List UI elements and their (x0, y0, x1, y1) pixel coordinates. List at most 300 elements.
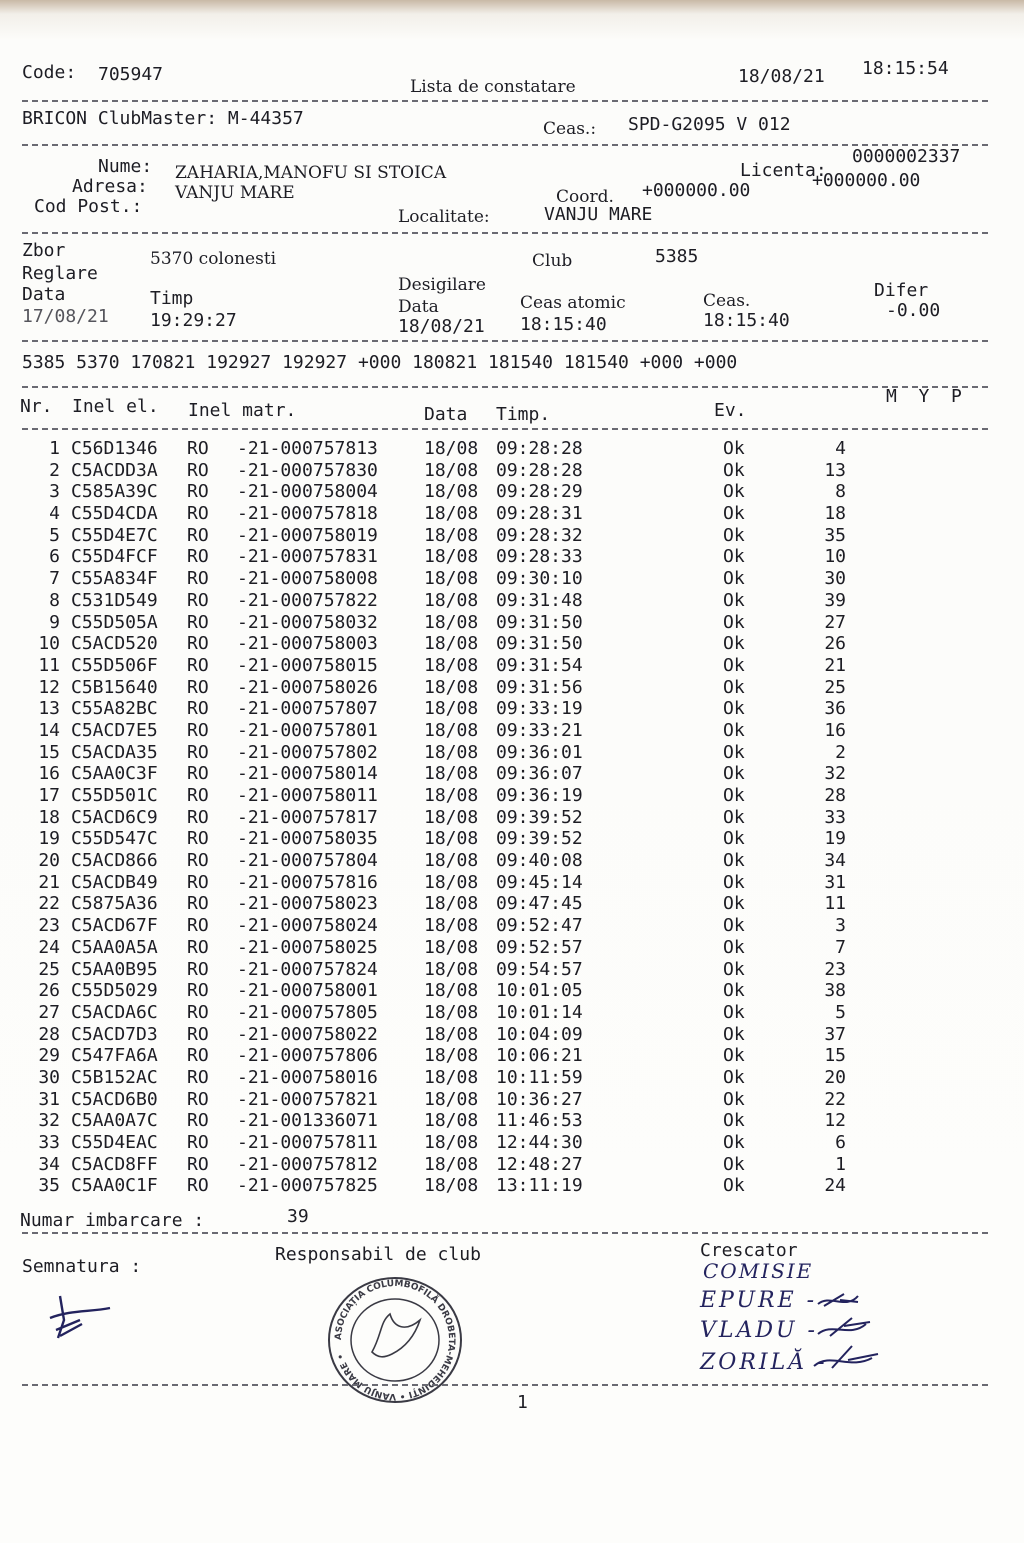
electronic-ring: C5ACD866 (71, 850, 158, 872)
locality-label: Localitate: (398, 207, 490, 227)
country-code: RO (187, 438, 209, 459)
ring-number: -21-000757807 (237, 698, 378, 720)
device-label: BRICON ClubMaster: M-44357 (22, 108, 304, 129)
ring-number: -21-000758032 (237, 611, 378, 633)
table-row (20, 1002, 870, 1024)
row-number: 1 (49, 438, 60, 459)
electronic-ring: C547FA6A (71, 1045, 158, 1067)
arrival-date: 18/08 (424, 1001, 479, 1023)
table-row (20, 698, 870, 720)
row-number: 13 (38, 698, 60, 720)
ring-number: -21-000757824 (237, 958, 378, 980)
arrival-time: 13:11:19 (496, 1175, 583, 1197)
table-row (20, 959, 870, 981)
m-column-value: 34 (824, 850, 846, 872)
arrival-time: 09:33:21 (496, 719, 583, 741)
table-row (20, 655, 870, 677)
ring-number: -21-000757811 (237, 1132, 378, 1153)
arrival-date: 18/08 (424, 980, 479, 1002)
license-value: 0000002337 (852, 146, 961, 167)
ring-number: -21-000757813 (237, 438, 378, 459)
arrival-date: 18/08 (424, 438, 479, 459)
electronic-ring: C5AA0C3F (71, 763, 158, 785)
ring-number: -21-000757831 (237, 546, 378, 568)
electronic-ring: C5ACDA6C (71, 1001, 158, 1023)
des-clock: 18:15:40 (703, 310, 790, 331)
ring-number: -21-000757806 (237, 1045, 378, 1067)
arrival-time: 09:31:50 (496, 611, 583, 633)
table-row (20, 1132, 870, 1154)
m-column-value: 26 (824, 633, 846, 655)
name-label: Nume: (98, 156, 153, 177)
country-code: RO (187, 698, 209, 720)
country-code: RO (187, 1132, 209, 1153)
arrival-time: 09:54:57 (496, 958, 583, 980)
row-number: 33 (38, 1132, 60, 1153)
club-stamp (322, 1274, 468, 1406)
ceas-label: Ceas. (703, 291, 751, 311)
member-1: EPURE - (700, 1288, 818, 1313)
row-number: 6 (49, 546, 60, 568)
country-code: RO (187, 503, 209, 525)
m-column-value: 2 (835, 741, 846, 763)
electronic-ring: C5B15640 (71, 676, 158, 698)
ring-number: -21-000758023 (237, 893, 378, 915)
electronic-ring: C5AA0B95 (71, 958, 158, 980)
m-column-value: 31 (824, 871, 846, 893)
event-status: Ok (723, 633, 745, 655)
commission-text: COMISIE (703, 1259, 814, 1283)
arrival-date: 18/08 (424, 503, 479, 525)
event-status: Ok (723, 893, 745, 915)
m-column-value: 23 (824, 958, 846, 980)
event-status: Ok (723, 589, 745, 611)
row-number: 17 (38, 785, 60, 806)
coord-x: +000000.00 (642, 180, 751, 201)
event-status: Ok (723, 1045, 745, 1067)
table-row (20, 742, 870, 764)
row-number: 23 (38, 915, 60, 937)
arrival-time: 09:45:14 (496, 871, 583, 893)
country-code: RO (187, 806, 209, 828)
table-row (20, 937, 870, 959)
country-code: RO (187, 1153, 209, 1175)
arrival-time: 09:28:33 (496, 546, 583, 568)
ring-number: -21-000757817 (237, 806, 378, 828)
ring-number: -21-000757818 (237, 503, 378, 525)
arrival-date: 18/08 (424, 633, 479, 655)
m-column-value: 20 (824, 1066, 846, 1088)
m-column-value: 24 (824, 1175, 846, 1197)
m-column-value: 22 (824, 1088, 846, 1110)
col-inel-matr: Inel matr. (188, 400, 297, 421)
m-column-value: 16 (824, 719, 846, 741)
col-data: Data (424, 404, 468, 425)
table-row (20, 546, 870, 568)
electronic-ring: C5ACDD3A (71, 459, 158, 481)
country-code: RO (187, 719, 209, 741)
arrival-time: 09:28:29 (496, 481, 583, 503)
event-status: Ok (723, 546, 745, 568)
ring-number: -21-000758001 (237, 980, 378, 1002)
event-status: Ok (723, 763, 745, 785)
electronic-ring: C56D1346 (71, 438, 158, 459)
arrival-date: 18/08 (424, 915, 479, 937)
row-number: 2 (49, 459, 60, 481)
arrival-date: 18/08 (424, 459, 479, 481)
m-column-value: 25 (824, 676, 846, 698)
electronic-ring: C5ACD520 (71, 633, 158, 655)
country-code: RO (187, 654, 209, 676)
col-ev: Ev. (714, 400, 747, 421)
ring-number: -21-000758016 (237, 1066, 378, 1088)
country-code: RO (187, 1088, 209, 1110)
reglare-label: Reglare (22, 263, 98, 284)
country-code: RO (187, 1110, 209, 1132)
row-number: 24 (38, 936, 60, 958)
country-code: RO (187, 980, 209, 1002)
arrival-time: 09:30:10 (496, 568, 583, 590)
arrival-time: 09:28:28 (496, 459, 583, 481)
ring-number: -21-000757822 (237, 589, 378, 611)
postal-label: Cod Post.: (34, 196, 143, 217)
event-status: Ok (723, 438, 745, 459)
electronic-ring: C55D5029 (71, 980, 158, 1002)
table-row (20, 677, 870, 699)
arrival-date: 18/08 (424, 1132, 479, 1153)
event-status: Ok (723, 481, 745, 503)
row-number: 8 (49, 589, 60, 611)
row-number: 30 (38, 1066, 60, 1088)
arrival-time: 09:52:47 (496, 915, 583, 937)
event-status: Ok (723, 1132, 745, 1153)
ring-number: -21-000757830 (237, 459, 378, 481)
arrival-date: 18/08 (424, 763, 479, 785)
table-row (20, 503, 870, 525)
ring-number: -21-000758011 (237, 785, 378, 806)
ring-number: -21-000757812 (237, 1153, 378, 1175)
event-status: Ok (723, 676, 745, 698)
m-column-value: 36 (824, 698, 846, 720)
arrival-time: 12:48:27 (496, 1153, 583, 1175)
divider (22, 144, 988, 146)
event-status: Ok (723, 1088, 745, 1110)
row-number: 14 (38, 719, 60, 741)
event-status: Ok (723, 719, 745, 741)
country-code: RO (187, 850, 209, 872)
col-myp: M Y P (886, 386, 962, 407)
locality-value: VANJU MARE (544, 204, 653, 225)
electronic-ring: C55D505A (71, 611, 158, 633)
m-column-value: 12 (824, 1110, 846, 1132)
row-number: 16 (38, 763, 60, 785)
divider (22, 428, 988, 430)
m-column-value: 28 (824, 785, 846, 806)
club-value: 5385 (655, 246, 699, 267)
row-number: 4 (49, 503, 60, 525)
event-status: Ok (723, 958, 745, 980)
electronic-ring: C5ACDA35 (71, 741, 158, 763)
club-label: Club (532, 251, 573, 271)
row-number: 19 (38, 828, 60, 850)
ring-number: -21-000757802 (237, 741, 378, 763)
arrival-date: 18/08 (424, 785, 479, 806)
event-status: Ok (723, 1175, 745, 1197)
event-status: Ok (723, 936, 745, 958)
arrival-time: 09:39:52 (496, 828, 583, 850)
header-time: 18:15:54 (862, 58, 949, 79)
results-table (20, 438, 870, 1197)
ring-number: -21-000757805 (237, 1001, 378, 1023)
m-column-value: 21 (824, 654, 846, 676)
arrival-date: 18/08 (424, 1153, 479, 1175)
event-status: Ok (723, 698, 745, 720)
m-column-value: 10 (824, 546, 846, 568)
table-row (20, 1067, 870, 1089)
arrival-date: 18/08 (424, 958, 479, 980)
arrival-date: 18/08 (424, 1023, 479, 1045)
col-timp: Timp. (496, 404, 551, 425)
m-column-value: 18 (824, 503, 846, 525)
code-label: Code: (22, 62, 77, 83)
arrival-date: 18/08 (424, 611, 479, 633)
difer-label: Difer (874, 280, 929, 301)
electronic-ring: C5AA0A7C (71, 1110, 158, 1132)
arrival-time: 09:28:28 (496, 438, 583, 459)
divider (22, 340, 988, 342)
table-row (20, 1089, 870, 1111)
name-value: ZAHARIA,MANOFU SI STOICA (175, 163, 447, 183)
row-number: 11 (38, 654, 60, 676)
event-status: Ok (723, 568, 745, 590)
table-row (20, 612, 870, 634)
ring-number: -21-000758019 (237, 524, 378, 546)
des-data-label: Data (398, 297, 439, 317)
country-code: RO (187, 741, 209, 763)
m-column-value: 27 (824, 611, 846, 633)
table-row (20, 590, 870, 612)
header-date: 18/08/21 (738, 66, 825, 87)
arrival-date: 18/08 (424, 936, 479, 958)
event-status: Ok (723, 654, 745, 676)
ring-number: -21-000758004 (237, 481, 378, 503)
m-column-value: 3 (835, 915, 846, 937)
electronic-ring: C55D4E7C (71, 524, 158, 546)
table-row (20, 525, 870, 547)
reg-timp-label: Timp (150, 288, 194, 309)
m-column-value: 5 (835, 1001, 846, 1023)
des-date: 18/08/21 (398, 316, 485, 337)
arrival-date: 18/08 (424, 741, 479, 763)
arrival-time: 09:52:57 (496, 936, 583, 958)
member-3: ZORILĂ - (700, 1350, 828, 1375)
country-code: RO (187, 893, 209, 915)
country-code: RO (187, 785, 209, 806)
row-number: 5 (49, 524, 60, 546)
country-code: RO (187, 936, 209, 958)
arrival-time: 09:28:32 (496, 524, 583, 546)
arrival-time: 10:01:14 (496, 1001, 583, 1023)
arrival-time: 09:28:31 (496, 503, 583, 525)
table-row (20, 460, 870, 482)
country-code: RO (187, 1045, 209, 1067)
m-column-value: 30 (824, 568, 846, 590)
signature-scribble (40, 1290, 120, 1350)
row-number: 29 (38, 1045, 60, 1067)
arrival-date: 18/08 (424, 1110, 479, 1132)
event-status: Ok (723, 524, 745, 546)
row-number: 10 (38, 633, 60, 655)
event-status: Ok (723, 1110, 745, 1132)
table-row (20, 720, 870, 742)
divider (22, 232, 988, 234)
row-number: 21 (38, 871, 60, 893)
divider (22, 1384, 988, 1386)
electronic-ring: C55D4CDA (71, 503, 158, 525)
m-column-value: 8 (835, 481, 846, 503)
event-status: Ok (723, 785, 745, 806)
event-status: Ok (723, 915, 745, 937)
electronic-ring: C5AA0A5A (71, 936, 158, 958)
m-column-value: 11 (824, 893, 846, 915)
desigilare-label: Desigilare (398, 275, 486, 295)
ring-number: -21-000758024 (237, 915, 378, 937)
signature-label: Semnatura : (22, 1256, 142, 1277)
address-value: VANJU MARE (175, 183, 295, 203)
event-status: Ok (723, 980, 745, 1002)
electronic-ring: C55D4FCF (71, 546, 158, 568)
table-row (20, 568, 870, 590)
row-number: 12 (38, 676, 60, 698)
country-code: RO (187, 481, 209, 503)
event-status: Ok (723, 741, 745, 763)
country-code: RO (187, 633, 209, 655)
country-code: RO (187, 611, 209, 633)
row-number: 27 (38, 1001, 60, 1023)
arrival-date: 18/08 (424, 806, 479, 828)
country-code: RO (187, 958, 209, 980)
arrival-date: 18/08 (424, 524, 479, 546)
club-responsible-label: Responsabil de club (275, 1244, 481, 1265)
ring-number: -21-000758003 (237, 633, 378, 655)
flight-label: Zbor (22, 240, 66, 261)
ring-number: -21-000758035 (237, 828, 378, 850)
table-row (20, 980, 870, 1002)
event-status: Ok (723, 503, 745, 525)
electronic-ring: C5AA0C1F (71, 1175, 158, 1197)
electronic-ring: C5ACDB49 (71, 871, 158, 893)
row-number: 20 (38, 850, 60, 872)
boarding-value: 39 (287, 1206, 309, 1227)
ring-number: -21-000758014 (237, 763, 378, 785)
row-number: 34 (38, 1153, 60, 1175)
country-code: RO (187, 1175, 209, 1197)
electronic-ring: C55A834F (71, 568, 158, 590)
electronic-ring: C585A39C (71, 481, 158, 503)
table-row (20, 1045, 870, 1067)
clock-value: SPD-G2095 V 012 (628, 114, 791, 135)
page-number: 1 (517, 1392, 528, 1413)
arrival-time: 09:40:08 (496, 850, 583, 872)
m-column-value: 15 (824, 1045, 846, 1067)
event-status: Ok (723, 1001, 745, 1023)
arrival-time: 09:31:54 (496, 654, 583, 676)
electronic-ring: C5ACD6C9 (71, 806, 158, 828)
arrival-time: 10:04:09 (496, 1023, 583, 1045)
country-code: RO (187, 524, 209, 546)
list-title: Lista de constatare (410, 77, 576, 97)
code-line: 5385 5370 170821 192927 192927 +000 180821 181540 181540 +000 +000 (22, 352, 738, 373)
country-code: RO (187, 568, 209, 590)
event-status: Ok (723, 850, 745, 872)
arrival-time: 11:46:53 (496, 1110, 583, 1132)
country-code: RO (187, 871, 209, 893)
flight-value: 5370 colonesti (150, 249, 277, 269)
electronic-ring: C5B152AC (71, 1066, 158, 1088)
arrival-date: 18/08 (424, 1066, 479, 1088)
electronic-ring: C5875A36 (71, 893, 158, 915)
country-code: RO (187, 459, 209, 481)
m-column-value: 19 (824, 828, 846, 850)
country-code: RO (187, 1001, 209, 1023)
table-row (20, 438, 870, 460)
country-code: RO (187, 1023, 209, 1045)
arrival-date: 18/08 (424, 676, 479, 698)
coord-y: +000000.00 (812, 170, 921, 191)
m-column-value: 1 (835, 1153, 846, 1175)
col-nr: Nr. (20, 396, 53, 417)
arrival-time: 10:06:21 (496, 1045, 583, 1067)
arrival-date: 18/08 (424, 719, 479, 741)
arrival-time: 09:33:19 (496, 698, 583, 720)
table-row (20, 633, 870, 655)
arrival-date: 18/08 (424, 568, 479, 590)
table-row (20, 1154, 870, 1176)
arrival-date: 18/08 (424, 654, 479, 676)
reg-date: 17/08/21 (22, 306, 109, 327)
row-number: 26 (38, 980, 60, 1002)
electronic-ring: C531D549 (71, 589, 158, 611)
ring-number: -21-000757801 (237, 719, 378, 741)
arrival-time: 09:36:07 (496, 763, 583, 785)
row-number: 22 (38, 893, 60, 915)
table-row (20, 1024, 870, 1046)
electronic-ring: C5ACD6B0 (71, 1088, 158, 1110)
divider (22, 100, 988, 102)
ring-number: -21-000758026 (237, 676, 378, 698)
ring-number: -21-000757825 (237, 1175, 378, 1197)
row-number: 9 (49, 611, 60, 633)
country-code: RO (187, 676, 209, 698)
country-code: RO (187, 915, 209, 937)
electronic-ring: C55D501C (71, 785, 158, 806)
address-label: Adresa: (72, 176, 148, 197)
table-row (20, 893, 870, 915)
arrival-date: 18/08 (424, 481, 479, 503)
event-status: Ok (723, 611, 745, 633)
difer-value: -0.00 (886, 300, 941, 321)
event-status: Ok (723, 459, 745, 481)
code-value: 705947 (98, 64, 164, 85)
table-row (20, 872, 870, 894)
event-status: Ok (723, 1023, 745, 1045)
electronic-ring: C55D506F (71, 654, 158, 676)
electronic-ring: C5ACD67F (71, 915, 158, 937)
arrival-date: 18/08 (424, 893, 479, 915)
table-row (20, 1110, 870, 1132)
arrival-time: 09:39:52 (496, 806, 583, 828)
m-column-value: 32 (824, 763, 846, 785)
